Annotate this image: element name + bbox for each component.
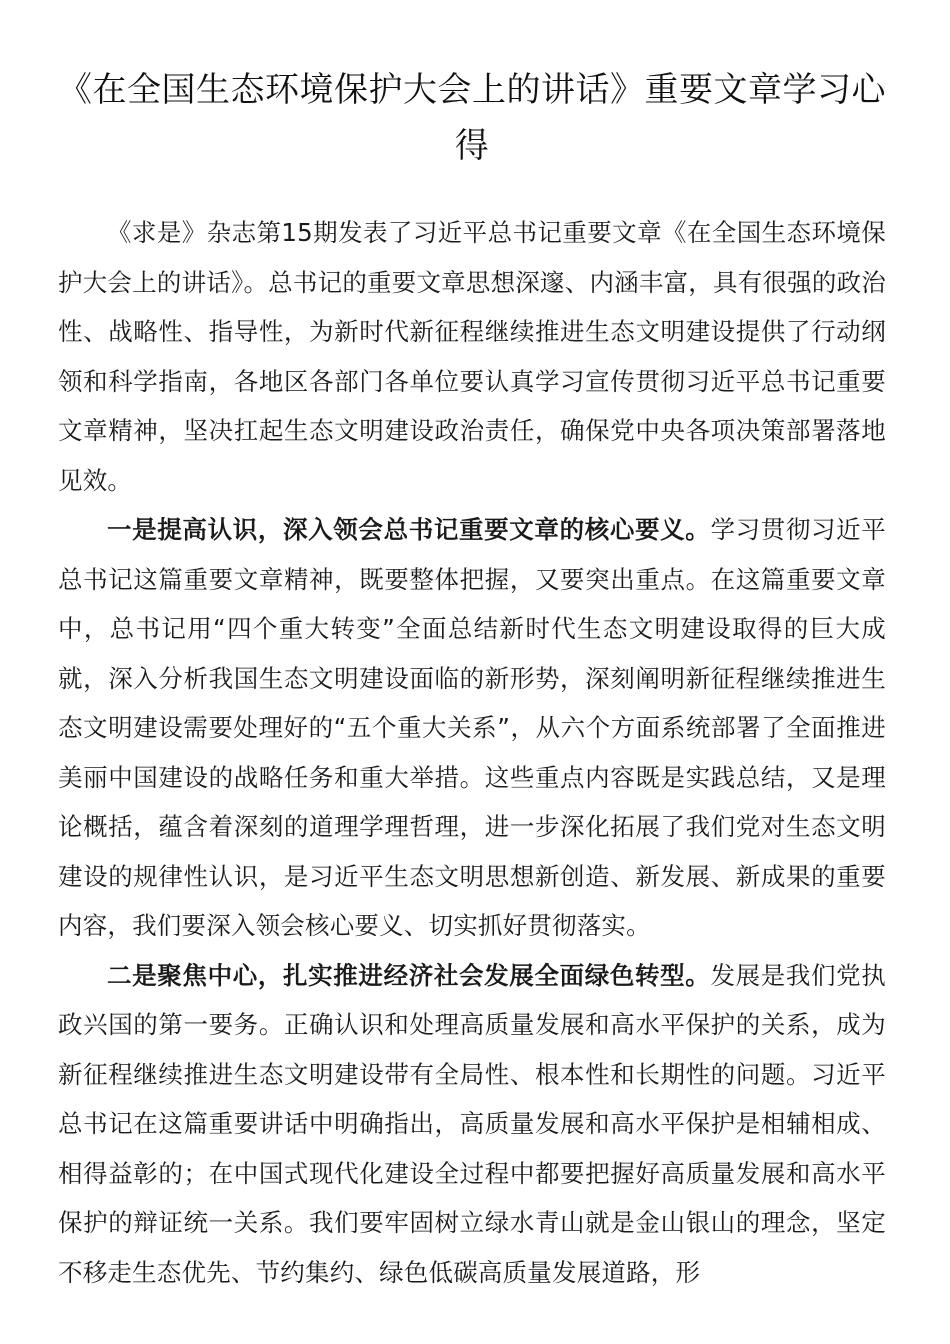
paragraph-text: 发展是我们党执政兴国的第一要务。正确认识和处理高质量发展和高水平保护的关系，成为新征程继续推进生态文明建设带有全局性、根本性和长期性的问题。习近平总书记在这篇重要讲话中明确指出，高质量发展和高水平保护是相辅相成、相得益彰的；在中国式现代化建设全过程中都要把握好高质量发展和高水平保护的辩证统一关系。我们要牢固树立绿水青山就是金山银山的理念，坚定不移走生态优先、节约集约、绿色低碳高质量发展道路，形 — [58, 960, 886, 1287]
paragraph-intro — [58, 208, 886, 505]
document-title: 《在全国生态环境保护大会上的讲话》重要文章学习心得 — [58, 70, 886, 166]
paragraph-text: 《求是》杂志第15期发表了习近平总书记重要文章《在全国生态环境保护大会上的讲话》。总书记的重要文章思想深邃、内涵丰富，具有很强的政治性、战略性、指导性，为新时代新征程继续推进生态文明建设提供了行动纲领和科学指南，各地区各部门各单位要认真学习宣传贯彻习近平总书记重要文章精神，坚决扛起生态文明建设政治责任，确保党中央各项决策部署落地见效。 — [58, 218, 886, 495]
document-page — [58, 62, 886, 1297]
paragraph-lead: 二是聚焦中心，扎实推进经济社会发展全面绿色转型。 — [107, 960, 711, 990]
document-body — [58, 208, 886, 1297]
paragraph-point-two — [58, 951, 886, 1298]
paragraph-text: 学习贯彻习近平总书记这篇重要文章精神，既要整体把握，又要突出重点。在这篇重要文章中，总书记用“四个重大转变”全面总结新时代生态文明建设取得的巨大成就，深入分析我国生态文明建设面临的新形势，深刻阐明新征程继续推进生态文明建设需要处理好的“五个重大关系”，从六个方面系统部署了全面推进美丽中国建设的战略任务和重大举措。这些重点内容既是实践总结，又是理论概括，蕴含着深刻的道理学理哲理，进一步深化拓展了我们党对生态文明建设的规律性认识，是习近平生态文明思想新创造、新发展、新成果的重要内容，我们要深入领会核心要义、切实抓好贯彻落实。 — [58, 515, 886, 940]
paragraph-point-one — [58, 505, 886, 951]
paragraph-lead: 一是提高认识，深入领会总书记重要文章的核心要义。 — [107, 515, 711, 544]
